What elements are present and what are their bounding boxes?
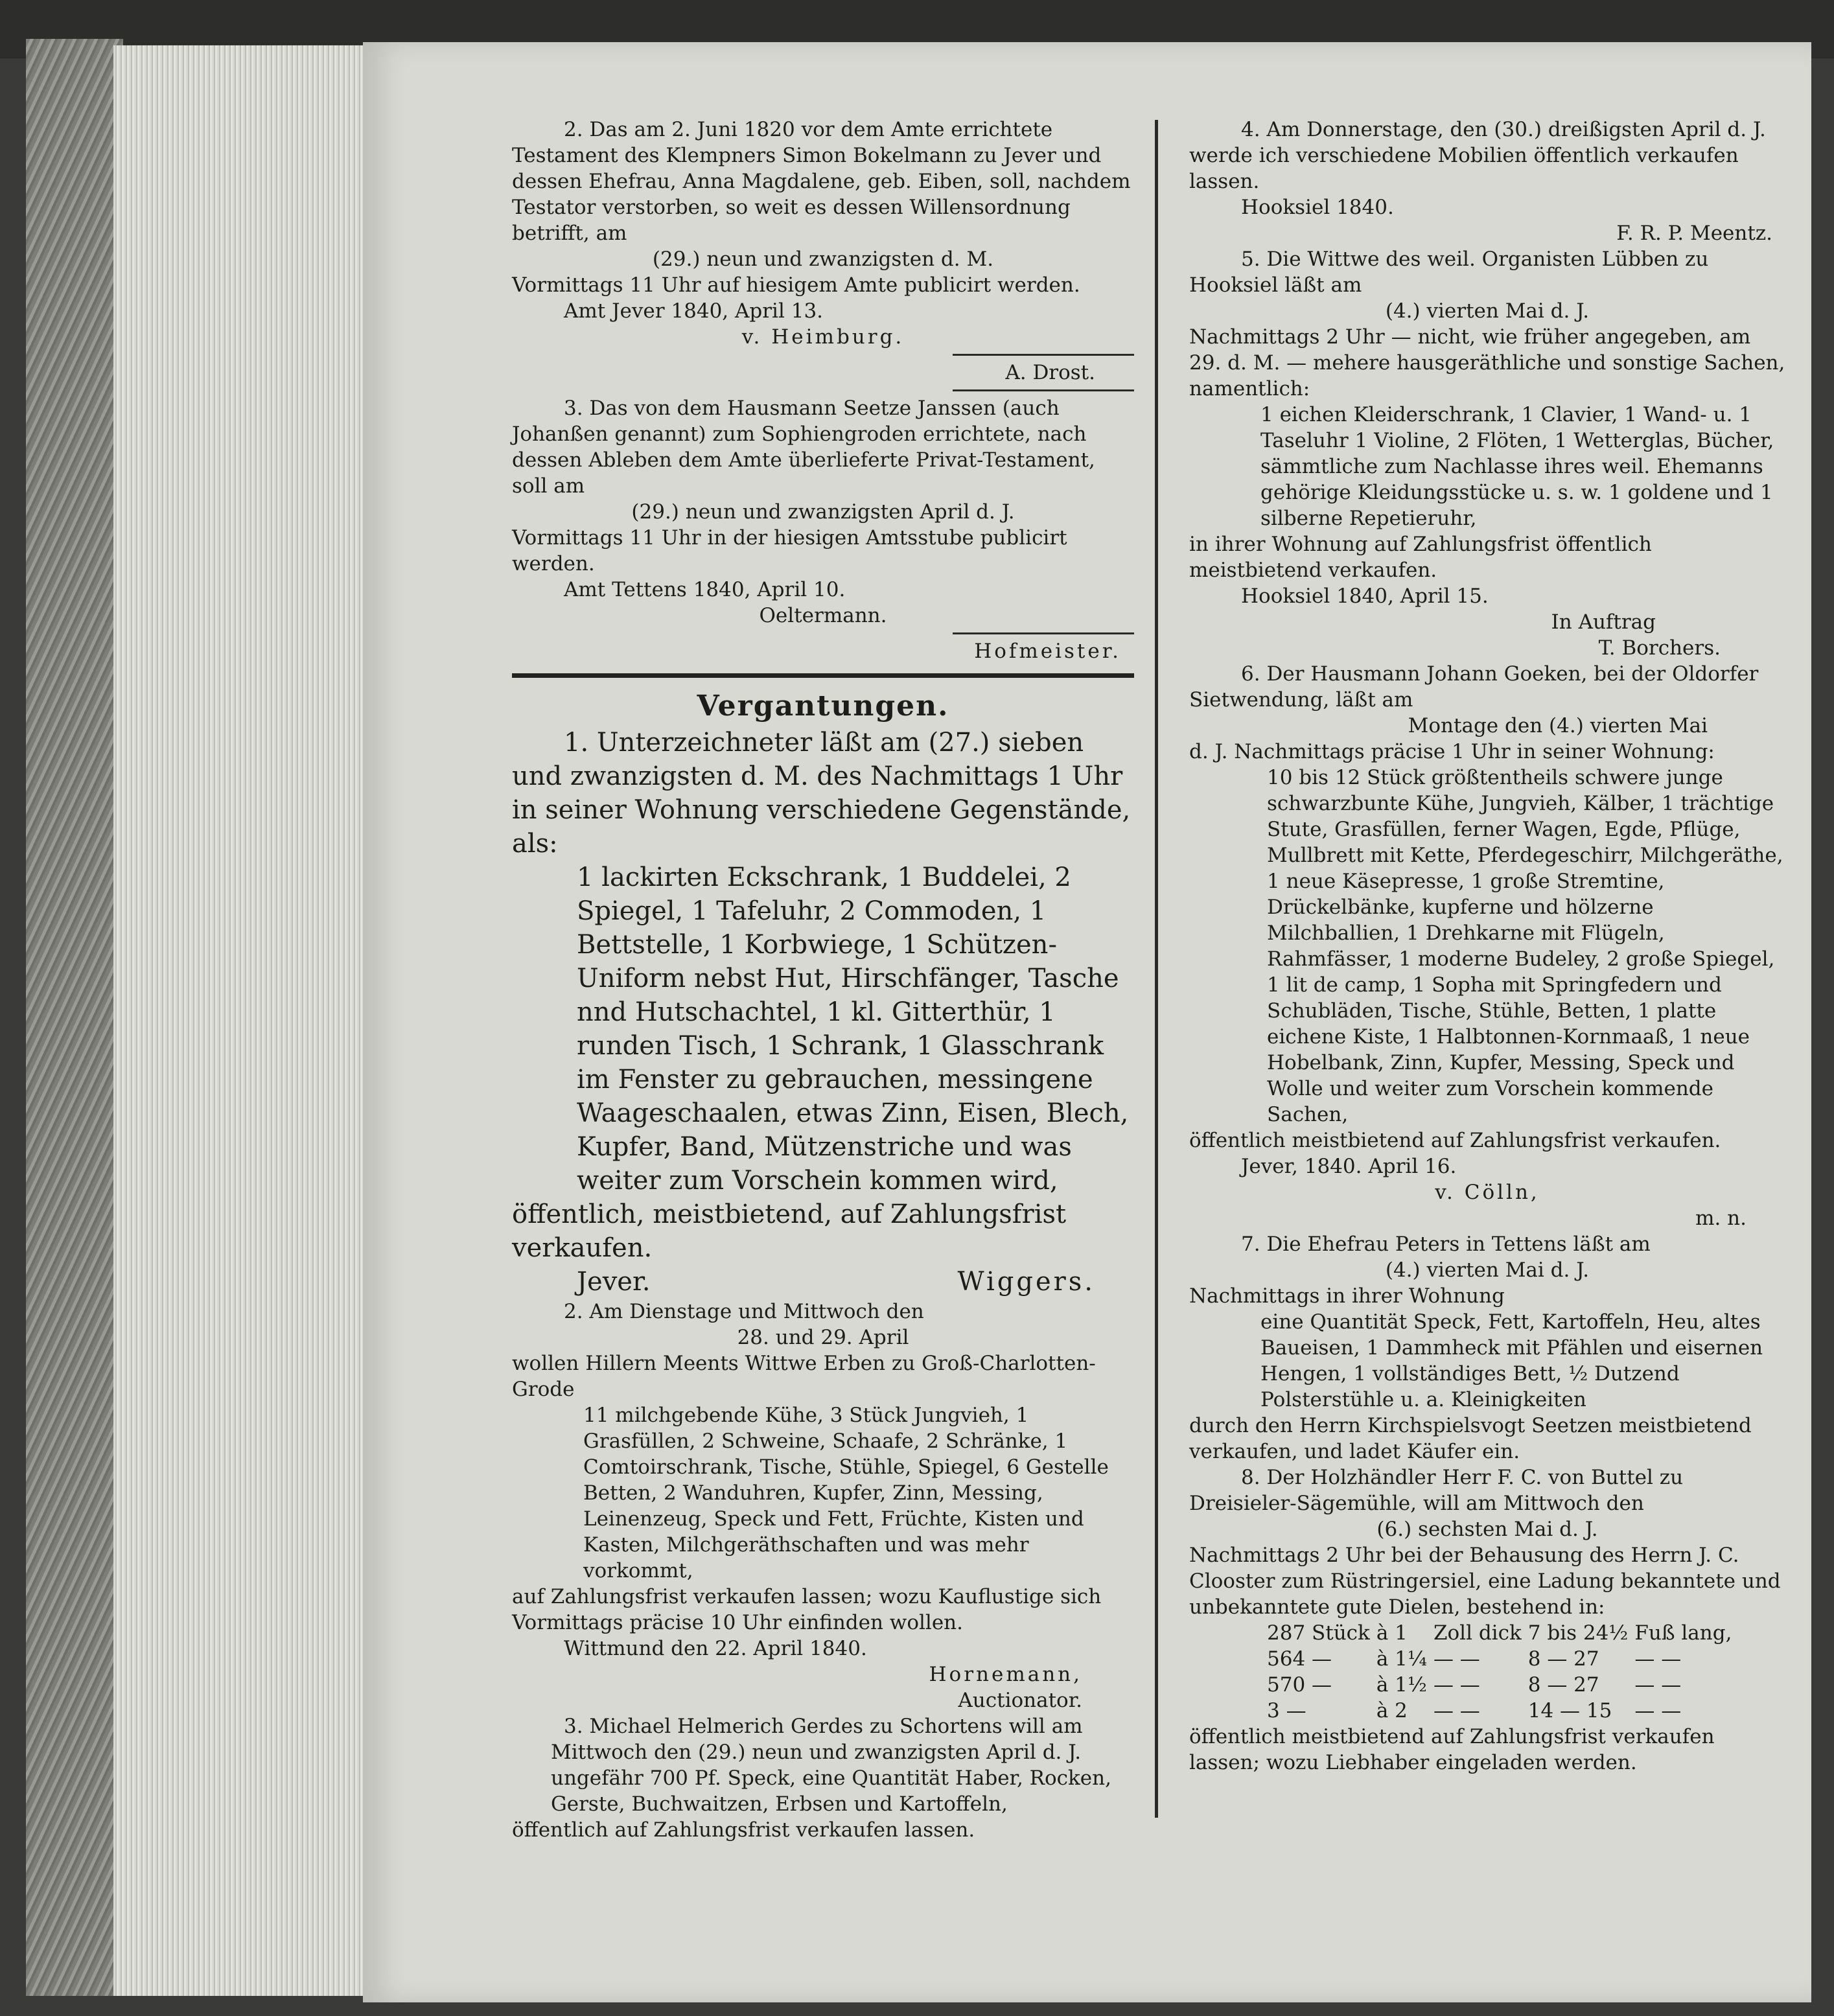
notice-4-signature: F. R. P. Meentz. xyxy=(1616,222,1772,245)
notice-8-date: (6.) sechsten Mai d. J. xyxy=(1376,1518,1598,1541)
notice-3-place: Amt Tettens 1840, April 10. xyxy=(564,578,846,601)
auction-1-end: öffentlich, meistbietend, auf Zahlungsfrist verkaufen. xyxy=(512,1199,1067,1263)
notice-6-signature: v. Cölln, xyxy=(1435,1181,1540,1204)
auction-2-signature-2: Auctionator. xyxy=(958,1689,1082,1712)
notice-2-place: Amt Jever 1840, April 13. xyxy=(564,299,824,323)
auction-2-signature: Hornemann, xyxy=(929,1663,1082,1686)
right-column xyxy=(1189,117,1785,1776)
notice-3-time: Vormittags 11 Uhr in der hiesigen Amtsstube publicirt werden. xyxy=(512,526,1067,575)
notice-2-text: 2. Das am 2. Juni 1820 vor dem Amte errichtete Testament des Klempners Simon Bokelmann zu Jever und dessen Ehefrau, Anna Magdalene, geb. Eiben, soll, nachdem Testator verstorben, so weit es dessen Willensordnung betrifft, am xyxy=(512,118,1131,245)
auction-1 xyxy=(512,726,1134,1299)
auction-2-items: 11 milchgebende Kühe, 3 Stück Jungvieh, 1 Grasfüllen, 2 Schweine, Schaafe, 2 Schränke, 1 Comtoirschrank, Tische, Stühle, Spiegel, 6 Gestelle Betten, 2 Wanduhren, Kupfer, Zinn, Messing, Leinenzeug, Speck und Fett, Früchte, Kisten und Kasten, Milchgeräthschaften und was mehr vorkommt, xyxy=(583,1404,1109,1582)
notice-3-text: 3. Das von dem Hausmann Seetze Janssen (auch Johanßen genannt) zum Sophiengroden errichtete, nach dessen Ableben dem Amte überlieferte Privat-Testament, soll am xyxy=(512,397,1095,498)
notice-4-text: 4. Am Donnerstage, den (30.) dreißigsten April d. J. werde ich verschiedene Mobilien öffentlich verkaufen lassen. xyxy=(1189,118,1766,193)
notice-2-signature: v. Heimburg. xyxy=(741,325,905,349)
notice-5-signature: In Auftrag xyxy=(1551,610,1656,634)
notice-6-end: öffentlich meistbietend auf Zahlungsfrist verkaufen. xyxy=(1189,1129,1721,1152)
notice-6-items: 10 bis 12 Stück größtentheils schwere junge schwarzbunte Kühe, Jungvieh, Kälber, 1 trächtige Stute, Grasfüllen, ferner Wagen, Egde, Pflüge, Mullbrett mit Kette, Pferdegeschirr, Milchgeräthe, 1 neue Käsepresse, 1 große Stremtine, Drückelbänke, kupferne und hölzerne Milchballien, 1 Drehkarne mit Flügeln, Rahmfässer, 1 moderne Budeley, 2 große Spiegel, 1 lit de camp, 1 Sopha mit Springfedern und Schubläden, Tische, Stühle, Betten, 1 platte eichene Kiste, 1 Halbtonnen-Kornmaaß, 1 neue Hobelbank, Zinn, Kupfer, Messing, Speck und Wolle und weiter zum Vorschein kommende Sachen, xyxy=(1267,766,1783,1126)
auction-2-place: Wittmund den 22. April 1840. xyxy=(564,1637,867,1660)
signature-rule xyxy=(953,632,1134,634)
auction-1-signature-row xyxy=(512,1265,1134,1299)
section-heading: Vergantungen. xyxy=(697,689,949,723)
auction-1-signature: Wiggers. xyxy=(957,1267,1095,1297)
auction-2-who: wollen Hillern Meents Wittwe Erben zu Groß-Charlotten-Grode xyxy=(512,1352,1096,1401)
auction-3-end: öffentlich auf Zahlungsfrist verkaufen lassen. xyxy=(512,1818,975,1842)
table-row: 287 Stück à 1 Zoll dick 7 bis 24½ Fuß lang, xyxy=(1267,1621,1732,1645)
notice-2-time: Vormittags 11 Uhr auf hiesigem Amte publicirt werden. xyxy=(512,273,1080,297)
notice-6-signature-2: m. n. xyxy=(1695,1207,1747,1230)
auction-1-items: 1 lackirten Eckschrank, 1 Buddelei, 2 Spiegel, 1 Tafeluhr, 2 Commoden, 1 Bettstelle, 1 Korbwiege, 1 Schützen-Uniform nebst Hut, Hirschfänger, Tasche nnd Hutschachtel, 1 kl. Gitterthür, 1 runden Tisch, 1 Schrank, 1 Glasschrank im Fenster zu gebrauchen, messingene Waageschaalen, etwas Zinn, Eisen, Blech, Kupfer, Band, Mützenstriche und was weiter zum Vorschein kommen wird, xyxy=(577,863,1129,1196)
book-spine xyxy=(26,39,123,1996)
notice-7-text: 7. Die Ehefrau Peters in Tettens läßt am xyxy=(1241,1233,1651,1256)
notice-5-text: 5. Die Wittwe des weil. Organisten Lübben zu Hooksiel läßt am xyxy=(1189,248,1709,297)
auction-2-text: 2. Am Dienstage und Mittwoch den xyxy=(564,1300,924,1323)
table-row: 570 — à 1½ — — 8 — 27 — — xyxy=(1267,1673,1682,1697)
notice-7-items: eine Quantität Speck, Fett, Kartoffeln, Heu, altes Baueisen, 1 Dammheck mit Pfählen und eisernen Hengen, 1 vollständiges Bett, ½ Dutzend Polsterstühle u. a. Kleinigkeiten xyxy=(1260,1310,1763,1411)
auction-1-text: 1. Unterzeichneter läßt am (27.) sieben und zwanzigsten d. M. des Nachmittags 1 Uhr in seiner Wohnung verschiedene Gegenstände, als: xyxy=(512,728,1131,859)
notice-3-signature-2: Hofmeister. xyxy=(974,640,1121,663)
notice-2-signature-2: A. Drost. xyxy=(1005,361,1095,384)
notice-8-text-2: Nachmittags 2 Uhr bei der Behausung des Herrn J. C. Clooster zum Rüstringersiel, eine Ladung bekanntete und unbekanntete gute Dielen, bestehend in: xyxy=(1189,1544,1781,1619)
notice-5-items: 1 eichen Kleiderschrank, 1 Clavier, 1 Wand- u. 1 Taseluhr 1 Violine, 2 Flöten, 1 Wetterglas, Bücher, sämmtliche zum Nachlasse ihres weil. Ehemanns gehörige Kleidungsstücke u. s. w. 1 goldene und 1 silberne Repetieruhr, xyxy=(1260,403,1774,530)
plank-table xyxy=(1267,1620,1738,1724)
notice-6-text-2: d. J. Nachmittags präcise 1 Uhr in seiner Wohnung: xyxy=(1189,740,1715,763)
notice-6-date: Montage den (4.) vierten Mai xyxy=(1408,714,1708,737)
notice-3-date: (29.) neun und zwanzigsten April d. J. xyxy=(631,500,1015,524)
notice-7-end: durch den Herrn Kirchspielsvogt Seetzen meistbietend verkaufen, und ladet Käufer ein. xyxy=(1189,1414,1752,1463)
column-divider xyxy=(1155,120,1158,1818)
notice-8-text: 8. Der Holzhändler Herr F. C. von Buttel zu Dreisieler-Sägemühle, will am Mittwoch den xyxy=(1189,1466,1684,1515)
auction-2-end: auf Zahlungsfrist verkaufen lassen; wozu Kauflustige sich Vormittags präcise 10 Uhr einfinden wollen. xyxy=(512,1585,1102,1634)
notice-5-date: (4.) vierten Mai d. J. xyxy=(1385,299,1590,323)
signature-rule xyxy=(953,389,1134,391)
auction-3-items: Mittwoch den (29.) neun und zwanzigsten April d. J. ungefähr 700 Pf. Speck, eine Quantität Haber, Rocken, Gerste, Buchwaitzen, Erbsen und Kartoffeln, xyxy=(551,1741,1111,1816)
notice-3-signature: Oeltermann. xyxy=(759,604,887,627)
notice-2-date: (29.) neun und zwanzigsten d. M. xyxy=(652,248,994,271)
auction-1-place: Jever. xyxy=(577,1267,651,1297)
auction-2-date: 28. und 29. April xyxy=(737,1326,909,1349)
notice-8-end: öffentlich meistbietend auf Zahlungsfrist verkaufen lassen; wozu Liebhaber eingeladen werden. xyxy=(1189,1725,1715,1774)
notice-6-text: 6. Der Hausmann Johann Goeken, bei der Oldorfer Sietwendung, läßt am xyxy=(1189,662,1759,712)
notice-5-place: Hooksiel 1840, April 15. xyxy=(1241,585,1489,608)
notice-5-end: in ihrer Wohnung auf Zahlungsfrist öffentlich meistbietend verkaufen. xyxy=(1189,533,1652,582)
table-row: 3 — à 2 — — 14 — 15 — — xyxy=(1267,1699,1682,1722)
notice-7-text-2: Nachmittags in ihrer Wohnung xyxy=(1189,1284,1505,1308)
left-column xyxy=(512,117,1134,1843)
notice-5-text-2: Nachmittags 2 Uhr — nicht, wie früher angegeben, am 29. d. M. — mehere hausgeräthliche und sonstige Sachen, namentlich: xyxy=(1189,325,1785,400)
notice-7-date: (4.) vierten Mai d. J. xyxy=(1385,1258,1590,1282)
table-row: 564 — à 1¼ — — 8 — 27 — — xyxy=(1267,1647,1682,1671)
notice-5-signature-2: T. Borchers. xyxy=(1598,636,1721,660)
section-rule xyxy=(512,673,1134,678)
page-edges xyxy=(113,45,371,1996)
notice-6-place: Jever, 1840. April 16. xyxy=(1241,1155,1457,1178)
auction-3-text: 3. Michael Helmerich Gerdes zu Schortens will am xyxy=(564,1715,1083,1738)
signature-rule xyxy=(953,354,1134,356)
notice-4-place: Hooksiel 1840. xyxy=(1241,196,1394,219)
